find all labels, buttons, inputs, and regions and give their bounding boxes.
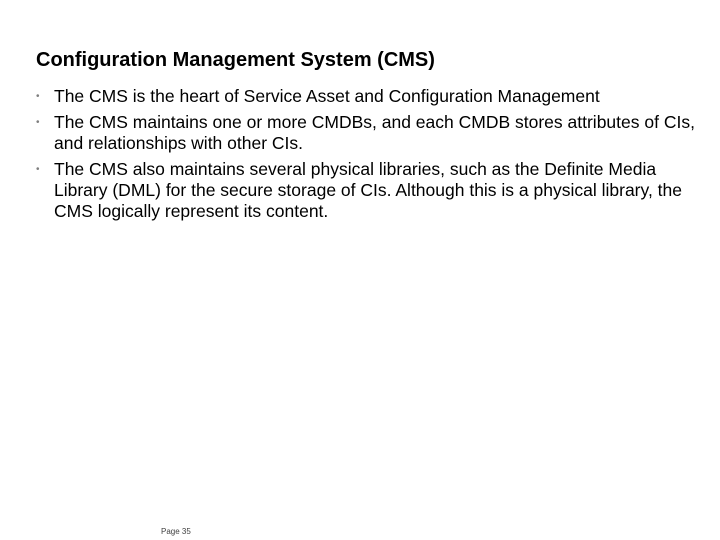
page-number: Page 35 — [161, 527, 191, 536]
bullet-item — [36, 159, 696, 222]
bullet-text: The CMS also maintains several physical libraries, such as the Definite Media Library (DML) for the secure storage of CIs. Although this is a physical library, the CMS logically represent its content. — [54, 159, 683, 221]
bullet-dot-icon: • — [36, 117, 40, 128]
bullet-text: The CMS is the heart of Service Asset and Configuration Management — [54, 86, 600, 106]
bullet-item — [36, 86, 696, 107]
bullet-list — [36, 86, 696, 227]
bullet-item — [36, 112, 696, 154]
slide-title: Configuration Management System (CMS) — [36, 49, 435, 71]
bullet-text: The CMS maintains one or more CMDBs, and each CMDB stores attributes of CIs, and relationships with other CIs. — [54, 112, 695, 153]
bullet-dot-icon: • — [36, 164, 40, 175]
bullet-dot-icon: • — [36, 91, 40, 102]
